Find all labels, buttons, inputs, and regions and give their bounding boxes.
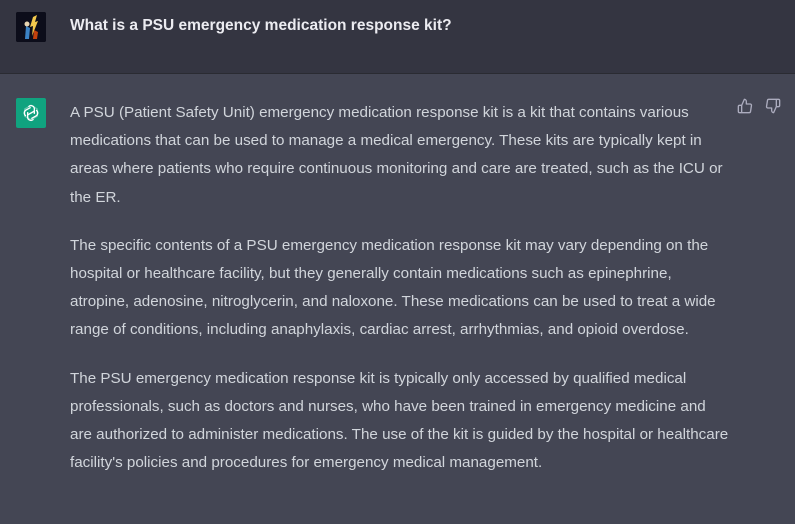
assistant-message-text — [70, 99, 730, 497]
answer-paragraph-2: The specific contents of a PSU emergency medication response kit may vary depending on the hospital or healthcare facility, but they generally contain medications such as epinephrine, atropine, adenosine, nitroglycerin, and naloxone. These medications can be used to treat a wide range of conditions, including anaphylaxis, cardiac arrest, arrhythmias, and opioid overdose. — [70, 236, 716, 339]
answer-paragraph-3: The PSU emergency medication response kit is typically only accessed by qualified medical professionals, such as doctors and nurses, who have been trained in emergency medicine and are authorized to administer medications. The use of the kit is guided by the hospital or healthcare facility's policies and procedures for emergency medical management. — [70, 369, 729, 472]
thumbs-up-icon[interactable] — [737, 98, 753, 114]
user-message-text: What is a PSU emergency medication response kit? — [70, 17, 452, 34]
feedback-buttons — [737, 98, 781, 114]
assistant-avatar — [16, 98, 46, 128]
user-avatar — [16, 12, 46, 42]
user-avatar-image — [16, 12, 46, 42]
assistant-message-row — [0, 74, 795, 524]
answer-paragraph-1: A PSU (Patient Safety Unit) emergency medication response kit is a kit that contains various medications that can be used to manage a medical emergency. These kits are typically kept in areas where patients who require continuous monitoring and care are treated, such as the ICU or the ER. — [70, 104, 723, 206]
user-message-row — [0, 0, 795, 74]
openai-logo-icon — [21, 103, 41, 123]
thumbs-down-button[interactable] — [765, 98, 781, 114]
thumbs-up-button[interactable] — [737, 98, 753, 114]
thumbs-down-icon[interactable] — [765, 98, 781, 114]
